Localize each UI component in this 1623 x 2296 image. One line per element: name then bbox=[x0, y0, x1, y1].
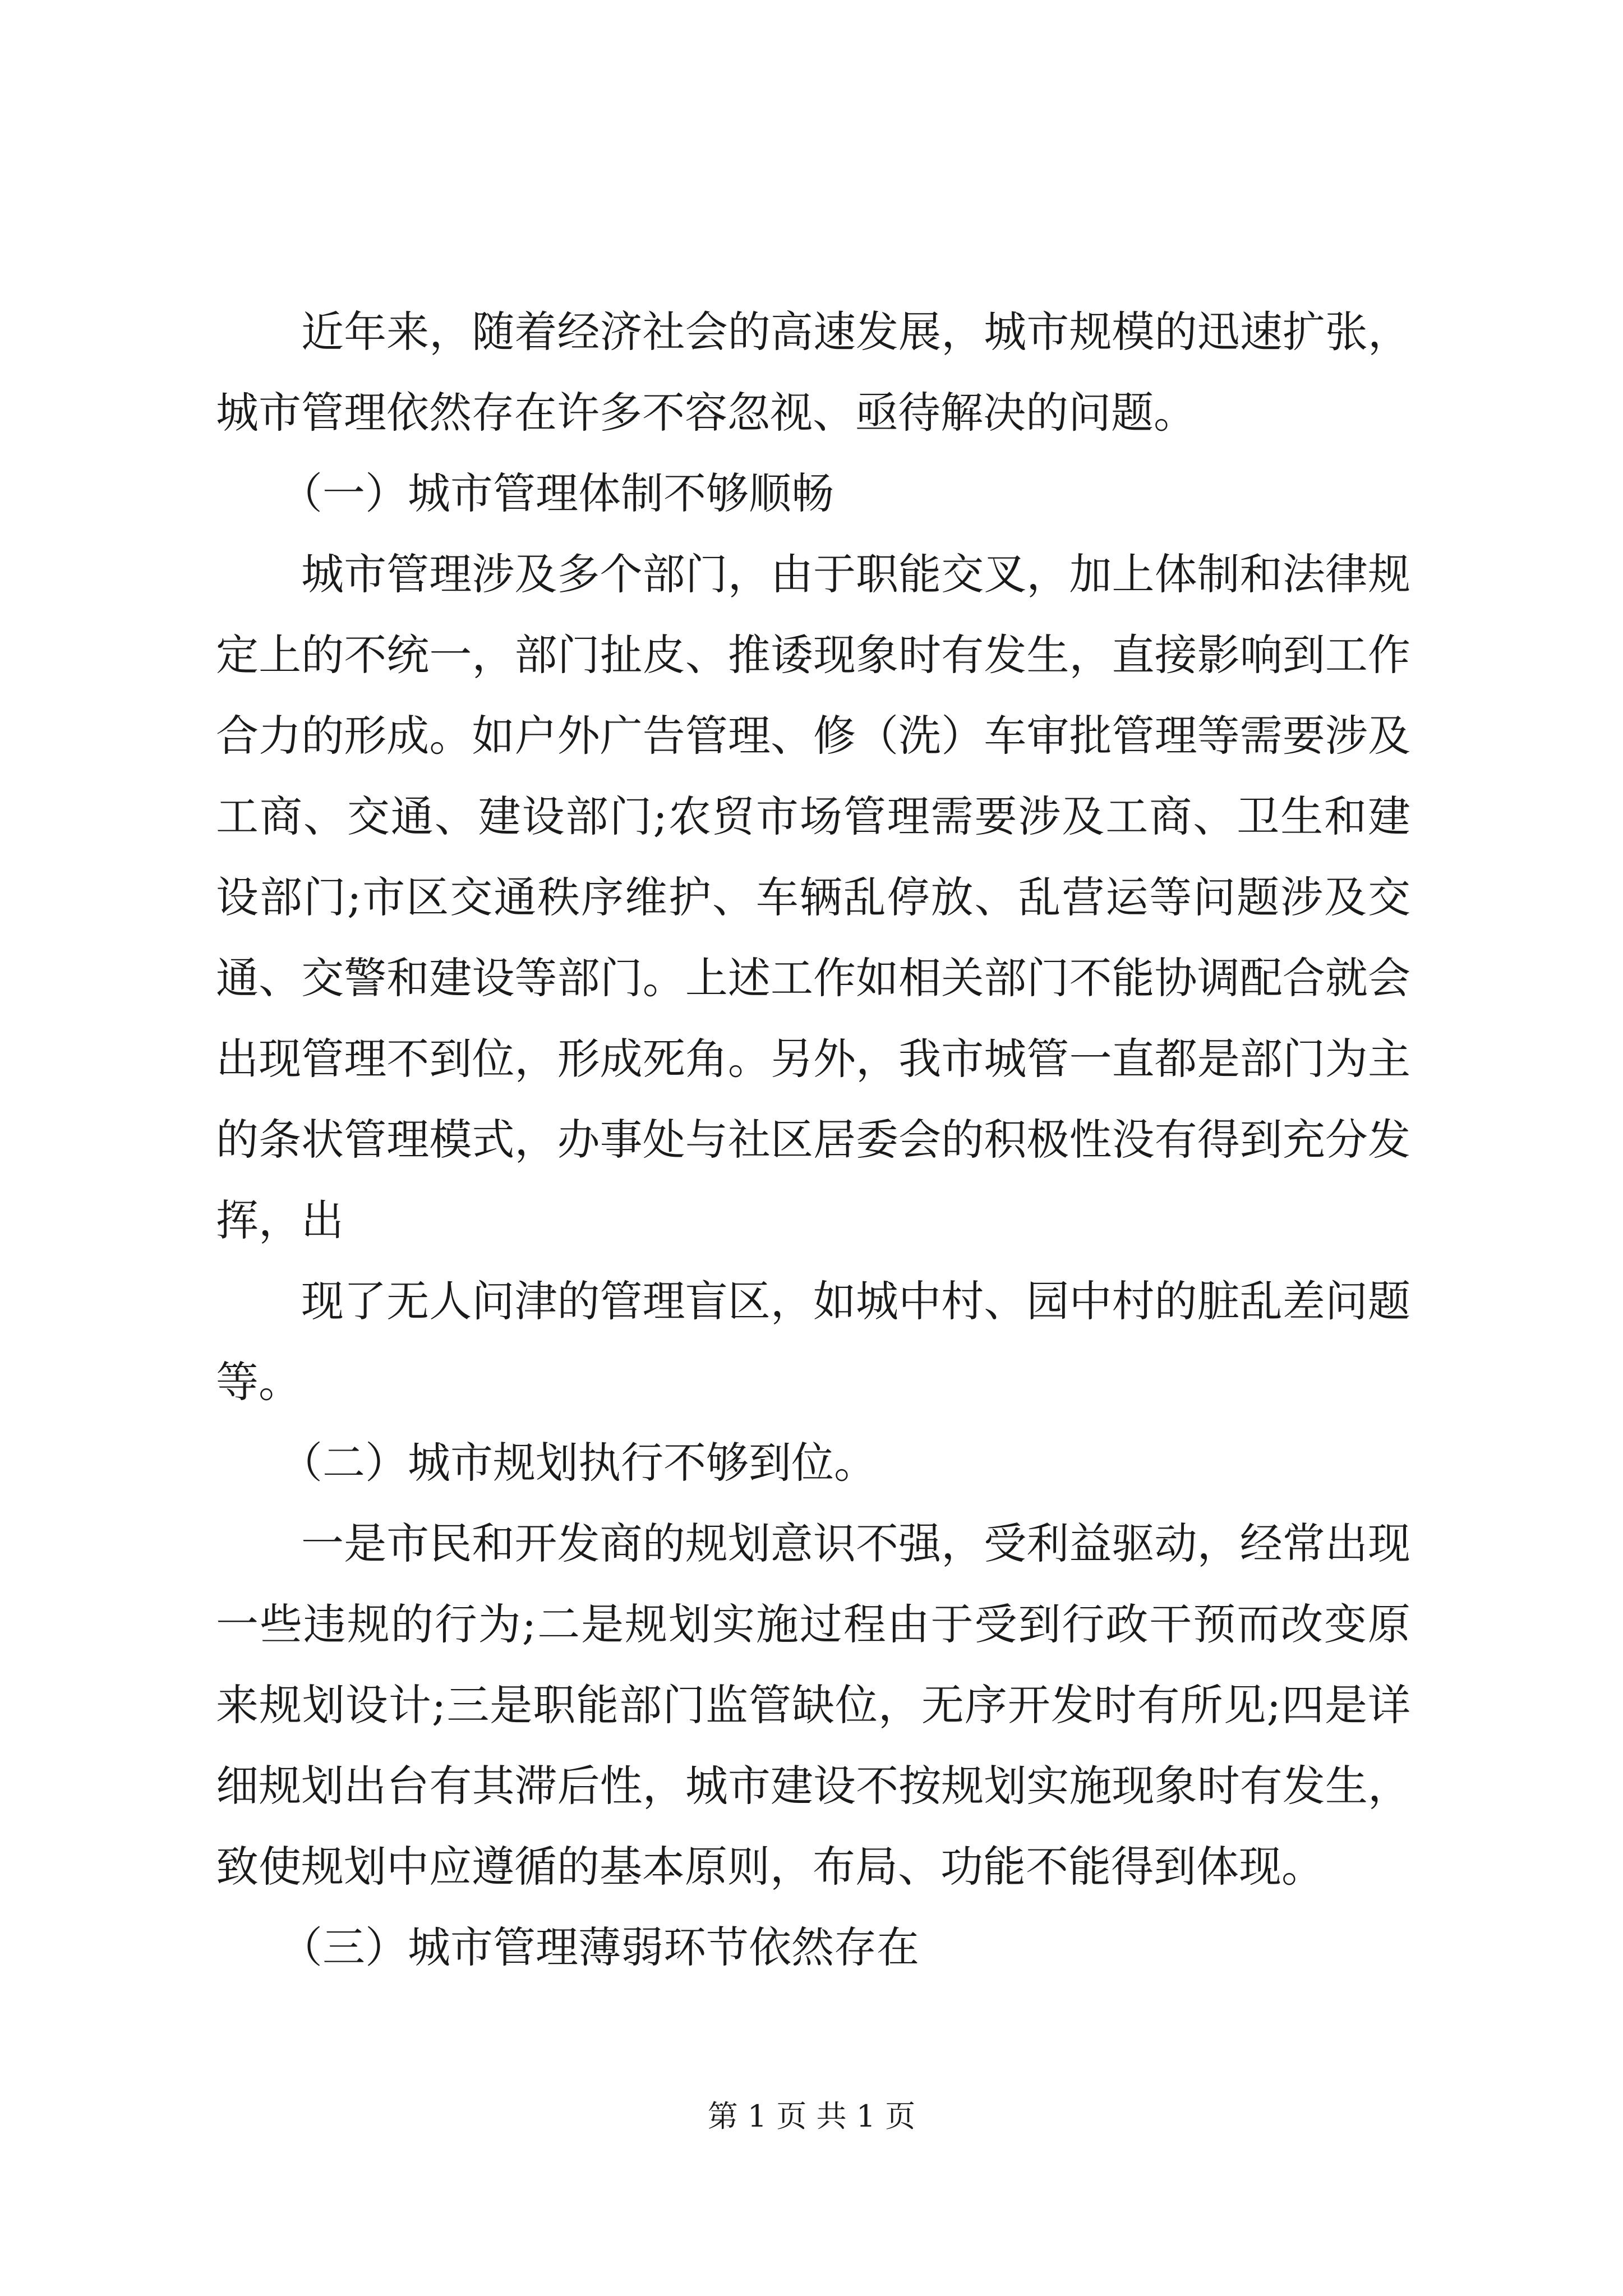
section-heading-2: （二）城市规划执行不够到位。 bbox=[280, 1438, 877, 1488]
page-footer: 第 1 页 共 1 页 bbox=[707, 2099, 916, 2134]
paragraph-section-1-cont: 现了无人问津的管理盲区，如城中村、园中村的脏乱差问题等。 bbox=[216, 1276, 1410, 1407]
paragraph-section-1: 城市管理涉及多个部门，由于职能交叉，加上体制和法律规定上的不统一，部门扯皮、推诿现象时有发生，直接影响到工作合力的形成。如户外广告管理、修（洗）车审批管理等需要涉及工商、交通、建设部门;农贸市场管理需要涉及工商、卫生和建设部门;市区交通秩序维护、车辆乱停放、乱营运等问题涉及交通、交警和建设等部门。上述工作如相关部门不能协调配合就会出现管理不到位，形成死角。另外，我市城管一直都是部门为主的条状管理模式，办事处与社区居委会的积极性没有得到充分发挥，出 bbox=[216, 549, 1410, 1245]
paragraph-intro: 近年来，随着经济社会的高速发展，城市规模的迅速扩张，城市管理依然存在许多不容忽视、亟待解决的问题。 bbox=[216, 307, 1410, 438]
section-heading-3: （三）城市管理薄弱环节依然存在 bbox=[280, 1922, 919, 1972]
paragraph-section-2: 一是市民和开发商的规划意识不强，受利益驱动，经常出现一些违规的行为;二是规划实施过程由于受到行政干预而改变原来规划设计;三是职能部门监管缺位，无序开发时有所见;四是详细规划出台有其滞后性，城市建设不按规划实施现象时有发生，致使规划中应遵循的基本原则，布局、功能不能得到体现。 bbox=[216, 1519, 1410, 1892]
document-body bbox=[216, 292, 1410, 1988]
section-heading-1: （一）城市管理体制不够顺畅 bbox=[280, 468, 834, 518]
